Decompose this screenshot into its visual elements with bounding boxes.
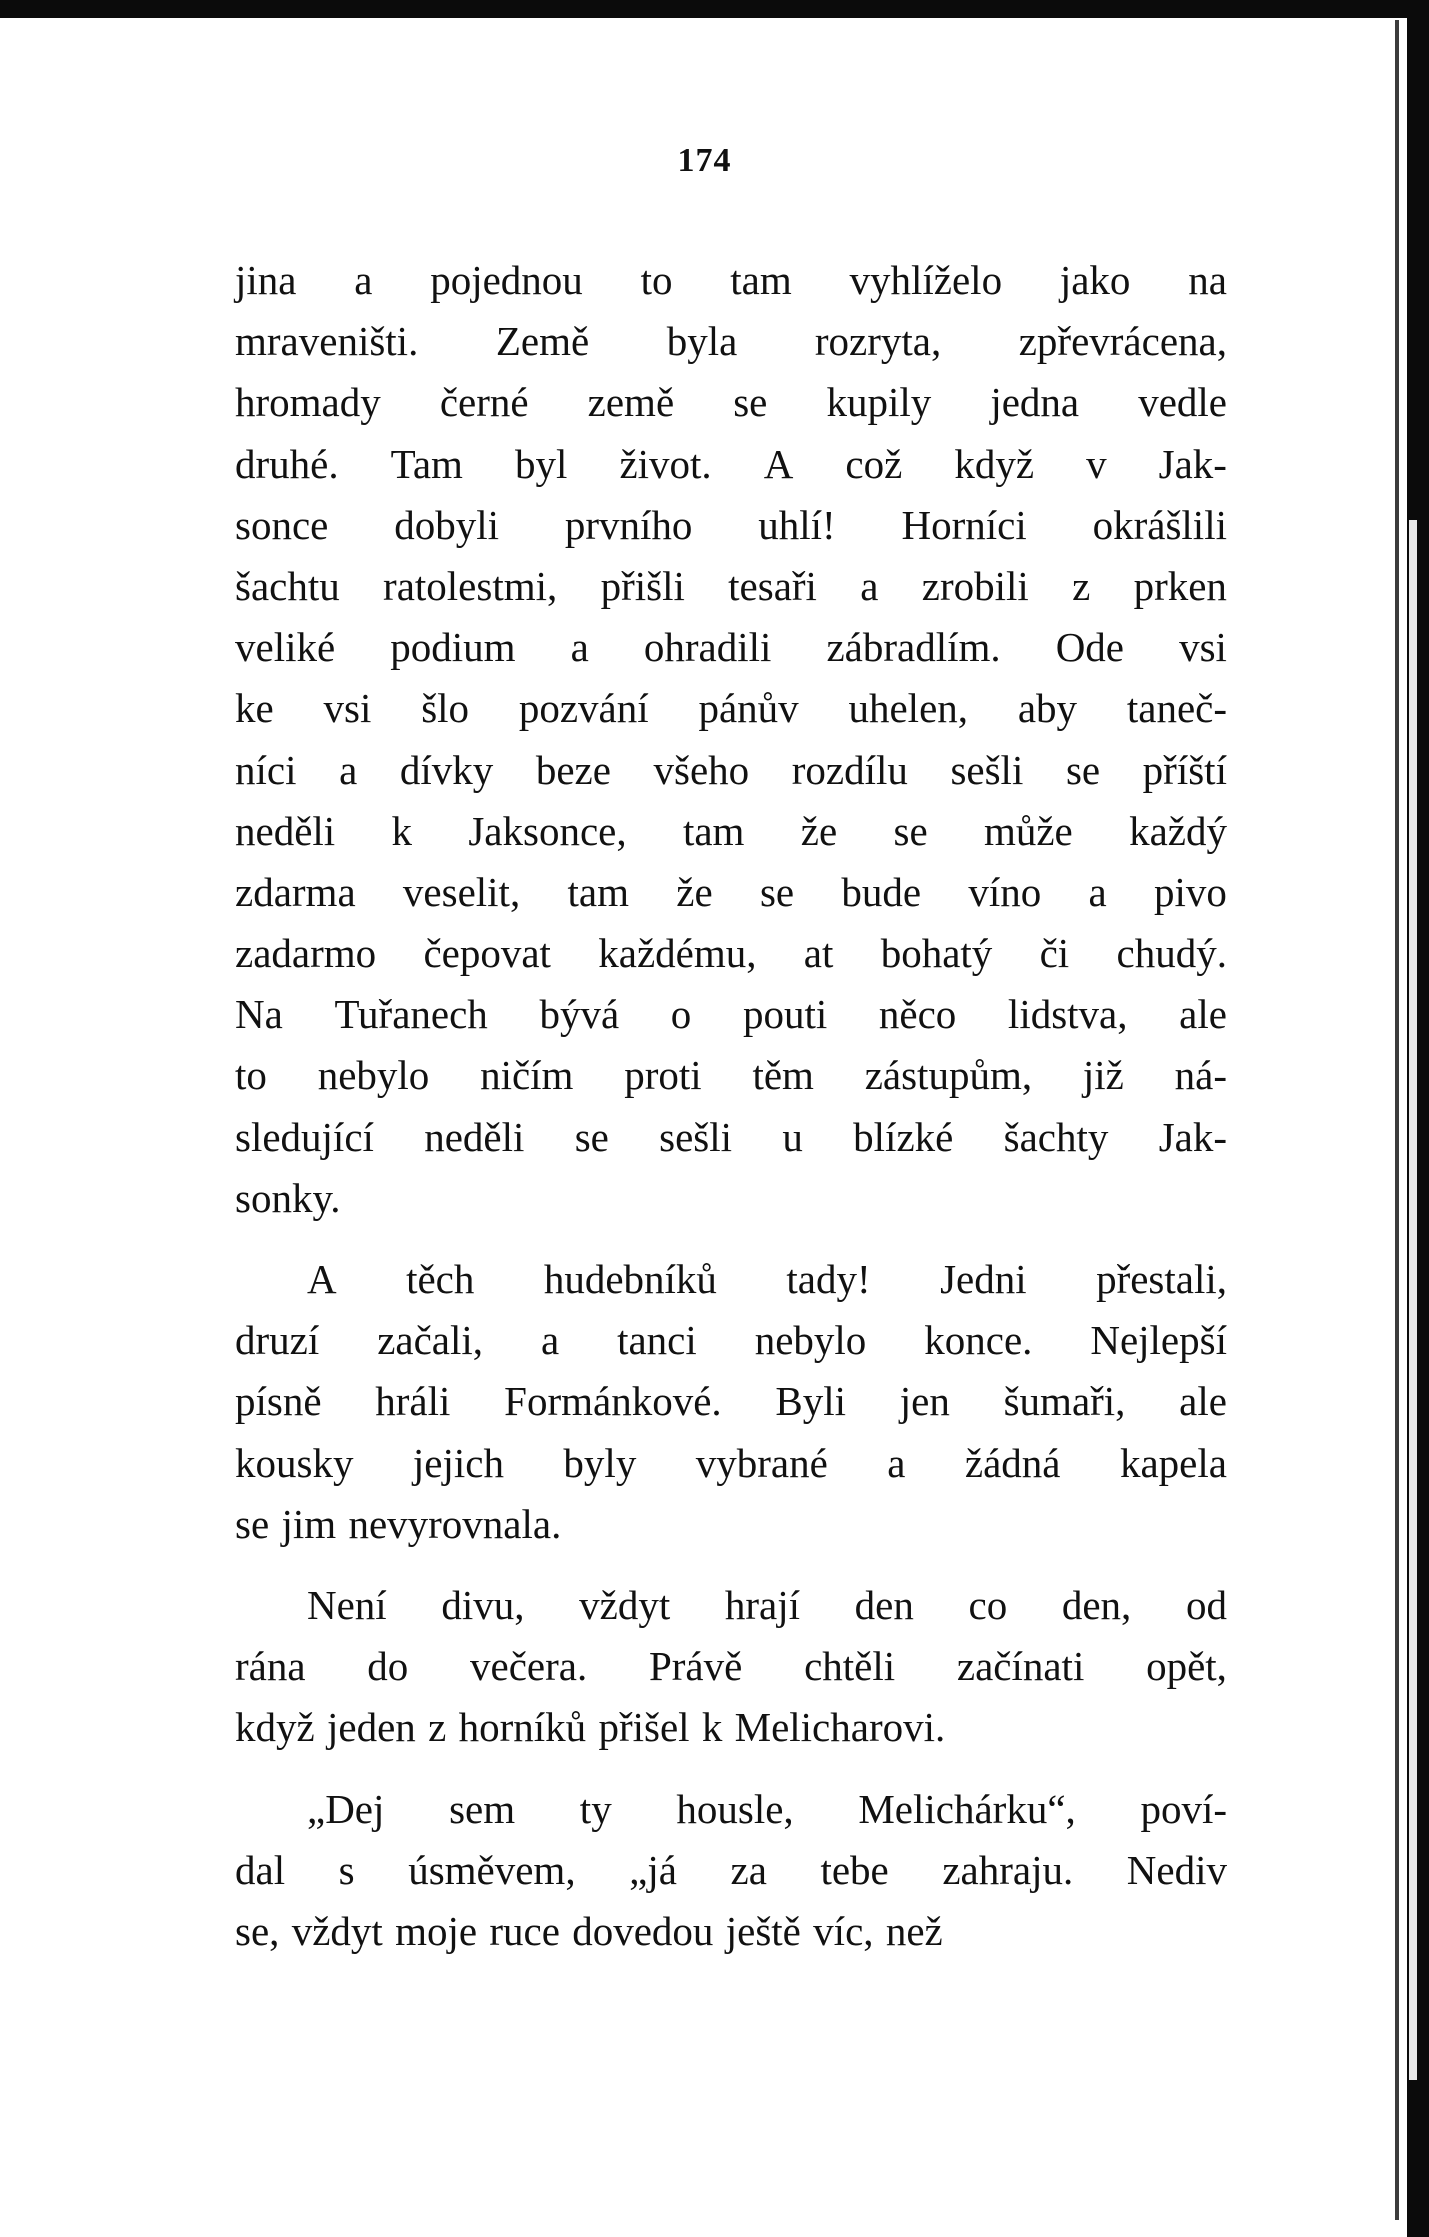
paragraph-gap [235,1555,1227,1575]
text-line: zdarma veselit, tam že se bude víno a pivo [235,868,1227,915]
text-line: když jeden z horníků přišel k Melicharovi. [235,1704,946,1751]
text-line: sledující neděli se sešli u blízké šachty Jak- [235,1113,1227,1160]
paragraph [235,1779,1227,1963]
page-number: 174 [677,142,732,179]
text-line: šachtu ratolestmi, přišli tesaři a zrobili z prken [235,562,1227,609]
text-line: zadarmo čepovat každému, at bohatý či chudý. [235,930,1227,977]
text-line: Není divu, vždyt hrají den co den, od [307,1581,1227,1628]
scan-border-top [0,0,1429,18]
text-line: hromady černé země se kupily jedna vedle [235,379,1227,426]
text-line: se, vždyt moje ruce dovedou ještě víc, než [235,1907,943,1954]
paragraph [235,250,1227,1229]
paragraph-gap [235,1229,1227,1249]
paragraph [235,1575,1227,1759]
text-body [235,250,1227,1962]
text-line: písně hráli Formánkové. Byli jen šumaři, ale [235,1378,1227,1425]
paragraph [235,1249,1227,1555]
text-line: druhé. Tam byl život. A což když v Jak- [235,440,1227,487]
scan-page-edge [1395,20,1399,2220]
text-line: jina a pojednou to tam vyhlíželo jako na [235,257,1227,303]
text-line: to nebylo ničím proti těm zástupům, již ná- [235,1052,1227,1099]
text-line: sonky. [235,1174,341,1221]
text-line: ke vsi šlo pozvání pánův uhelen, aby taneč- [235,685,1227,732]
text-line: druzí začali, a tanci nebylo konce. Nejlepší [235,1317,1227,1364]
text-line: „Dej sem ty housle, Melichárku“, poví- [307,1785,1227,1832]
text-line: A těch hudebníků tady! Jedni přestali, [307,1256,1227,1302]
paragraph-gap [235,1759,1227,1779]
text-line: rána do večera. Právě chtěli začínati opět, [235,1643,1227,1690]
text-line: se jim nevyrovnala. [235,1500,562,1547]
text-line: kousky jejich byly vybrané a žádná kapela [235,1439,1227,1486]
text-line: veliké podium a ohradili zábradlím. Ode vsi [235,624,1227,671]
scan-page-edge-shadow [1409,520,1417,2080]
text-line: Na Tuřanech bývá o pouti něco lidstva, ale [235,991,1227,1038]
text-line: níci a dívky beze všeho rozdílu sešli se příští [235,746,1227,793]
text-line: mraveništi. Země byla rozryta, zpřevrácena, [235,318,1227,365]
text-line: dal s úsměvem, „já za tebe zahraju. Nediv [235,1846,1227,1893]
text-line: neděli k Jaksonce, tam že se může každý [235,807,1227,854]
text-line: sonce dobyli prvního uhlí! Horníci okrášlili [235,501,1227,548]
